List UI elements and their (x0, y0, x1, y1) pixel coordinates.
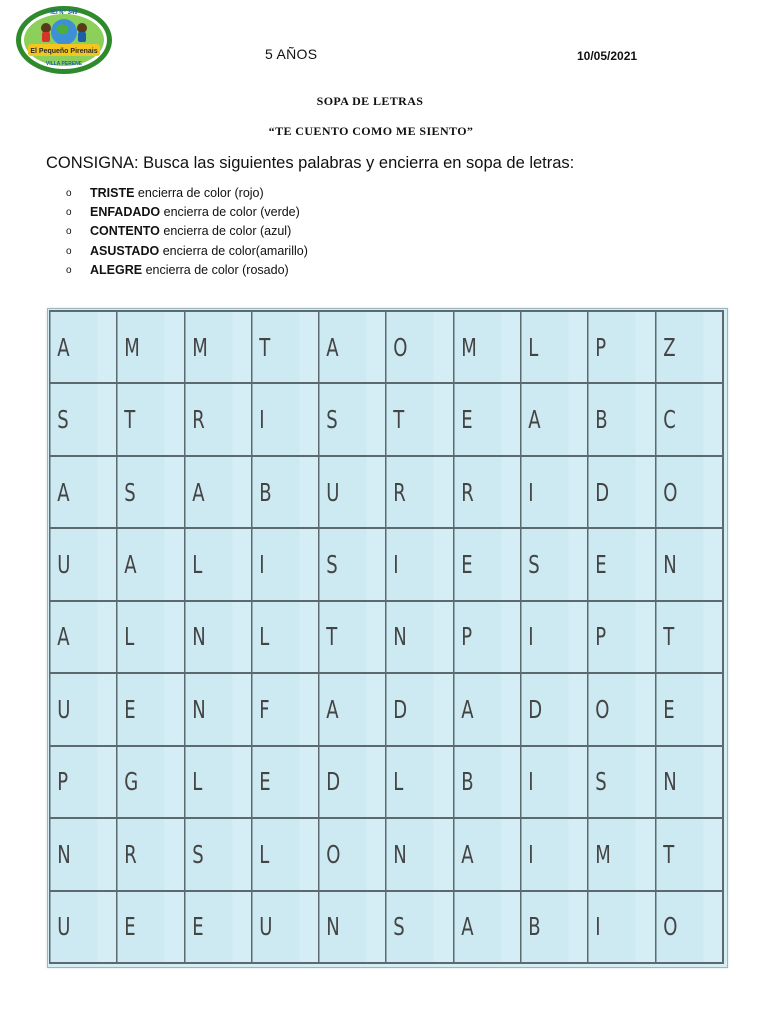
grid-letter: T (662, 622, 674, 652)
grid-cell[interactable] (454, 601, 502, 673)
grid-letter: A (57, 477, 70, 507)
grid-cell[interactable] (117, 528, 165, 600)
grid-row (50, 311, 723, 383)
list-item (66, 203, 308, 222)
grid-cell[interactable] (319, 601, 367, 673)
grid-cell[interactable] (588, 456, 636, 528)
grid-cell[interactable] (454, 456, 502, 528)
grid-letter: O (326, 839, 341, 869)
grid-letter: T (326, 622, 338, 652)
grid-cell[interactable] (252, 456, 300, 528)
grid-cell[interactable] (50, 818, 98, 890)
grid-letter: S (57, 405, 69, 435)
word-instruction: encierra de color (rojo) (134, 186, 264, 200)
grid-letter: S (326, 550, 338, 580)
grid-letter: T (124, 405, 136, 435)
grid-cell[interactable] (386, 891, 434, 964)
grid-letter: U (57, 912, 71, 942)
grid-cell[interactable] (117, 746, 165, 818)
grid-letter: D (528, 694, 543, 724)
grid-cell[interactable] (185, 456, 233, 528)
grid-cell[interactable] (521, 528, 569, 600)
grid-letter: P (460, 622, 472, 652)
grid-letter: N (393, 839, 408, 869)
grid-cell[interactable] (252, 311, 300, 383)
grid-letter: A (460, 694, 474, 724)
grid-letter: B (595, 405, 608, 435)
word-label: CONTENTO (90, 224, 160, 239)
word-label: ENFADADO (90, 205, 161, 220)
grid-letter: L (259, 622, 270, 652)
grid-cell[interactable] (656, 891, 704, 964)
grid-cell[interactable] (454, 746, 502, 818)
grid-cell[interactable] (185, 891, 233, 964)
grid-cell[interactable] (454, 311, 502, 383)
list-item (66, 242, 308, 261)
grid-cell[interactable] (319, 383, 367, 455)
grid-row (50, 891, 723, 964)
grid-letter: L (191, 550, 202, 580)
grid-cell[interactable] (252, 891, 300, 964)
grid-letter: I (259, 405, 265, 435)
grid-cell[interactable] (656, 601, 704, 673)
grid-cell[interactable] (386, 528, 434, 600)
grid-letter: A (57, 622, 70, 652)
grid-cell[interactable] (656, 456, 704, 528)
grid-cell[interactable] (588, 818, 636, 890)
grid-letter: A (124, 550, 137, 580)
grid-letter: M (595, 839, 612, 869)
grid-cell[interactable] (185, 601, 233, 673)
grid-cell[interactable] (252, 528, 300, 600)
grid-row (50, 818, 723, 890)
word-instruction: encierra de color (azul) (159, 224, 292, 239)
grid-cell[interactable] (185, 383, 233, 455)
grid-cell[interactable] (117, 673, 165, 745)
list-item (66, 261, 308, 280)
grid-cell[interactable] (386, 383, 434, 455)
grid-letter: D (393, 694, 408, 724)
grid-letter: B (259, 477, 272, 507)
grid-cell[interactable] (588, 528, 636, 600)
grid-cell[interactable] (252, 673, 300, 745)
grid-letter: L (191, 767, 202, 797)
grid-letter: O (662, 912, 678, 942)
grid-cell[interactable] (185, 311, 233, 383)
grid-letter: L (124, 622, 135, 652)
grid-cell[interactable] (521, 311, 569, 383)
grid-cell[interactable] (386, 673, 434, 745)
grid-cell[interactable] (656, 673, 704, 745)
grid-letter: N (57, 839, 71, 869)
grid-letter: I (528, 839, 534, 869)
grid-letter: F (259, 694, 270, 724)
grid-letter: N (191, 694, 206, 724)
grid-letter: M (191, 332, 208, 362)
grid-letter: N (191, 622, 206, 652)
bullet-icon: o (66, 245, 72, 257)
grid-cell[interactable] (50, 601, 98, 673)
grid-cell[interactable] (588, 383, 636, 455)
grid-cell[interactable] (521, 818, 569, 890)
grid-cell[interactable] (117, 311, 165, 383)
grid-cell[interactable] (588, 601, 636, 673)
grid-letter: I (393, 550, 399, 580)
grid-cell[interactable] (319, 311, 367, 383)
grid-cell[interactable] (521, 601, 569, 673)
grid-cell[interactable] (454, 528, 502, 600)
grid-letter: E (662, 694, 675, 724)
grid-letter: N (662, 767, 677, 797)
grid-cell[interactable] (50, 891, 98, 964)
word-instruction: encierra de color (rosado) (142, 262, 289, 277)
grid-letter: G (124, 767, 139, 797)
grid-letter: A (326, 694, 339, 724)
word-instruction: encierra de color(amarillo) (159, 243, 308, 258)
grid-cell[interactable] (454, 383, 502, 455)
grid-letter: A (191, 477, 205, 507)
grid-letter: D (326, 767, 341, 797)
grid-cell[interactable] (117, 456, 165, 528)
word-list (66, 184, 308, 280)
page-subtitle: “TE CUENTO COMO ME SIENTO” (268, 124, 474, 138)
grid-letter: O (393, 332, 408, 362)
grid-letter: I (528, 767, 534, 797)
list-item (66, 184, 308, 203)
grid-letter: E (124, 694, 136, 724)
grid-letter: C (662, 405, 676, 435)
grid-cell[interactable] (50, 746, 98, 818)
grid-letter: S (595, 767, 608, 797)
grid-cell[interactable] (252, 383, 300, 455)
word-label: ALEGRE (90, 262, 143, 277)
grid-letter: M (460, 332, 477, 362)
logo-top-text: IEI N° 349 (50, 10, 78, 16)
grid-letter: S (124, 477, 136, 507)
grid-cell[interactable] (454, 673, 502, 745)
grid-cell[interactable] (50, 528, 98, 600)
word-search-grid (49, 310, 724, 964)
grid-letter: E (460, 550, 473, 580)
grid-cell[interactable] (656, 746, 704, 818)
grid-letter: B (460, 767, 474, 797)
logo-bottom-text: VILLA PERENE (45, 61, 83, 67)
grid-cell[interactable] (185, 673, 233, 745)
grid-letter: U (57, 550, 71, 580)
grid-cell[interactable] (117, 383, 165, 455)
grid-cell[interactable] (319, 746, 367, 818)
grid-letter: N (393, 622, 408, 652)
grid-cell[interactable] (50, 311, 98, 383)
grid-letter: N (662, 550, 677, 580)
grid-letter: I (595, 912, 601, 942)
grid-letter: S (528, 550, 540, 580)
grid-letter: I (528, 622, 534, 652)
grid-letter: L (259, 839, 270, 869)
grid-letter: E (460, 405, 473, 435)
grid-row (50, 383, 723, 455)
grid-letter: T (259, 332, 271, 362)
grid-cell[interactable] (656, 528, 704, 600)
grid-cell[interactable] (386, 311, 434, 383)
grid-letter: U (259, 912, 273, 942)
grid-letter: R (393, 477, 407, 507)
grid-cell[interactable] (521, 456, 569, 528)
word-label: ASUSTADO (90, 243, 160, 258)
grid-cell[interactable] (588, 311, 636, 383)
grid-letter: A (57, 332, 70, 362)
grid-cell[interactable] (319, 528, 367, 600)
grid-letter: P (595, 622, 607, 652)
grid-letter: E (124, 912, 136, 942)
grid-letter: A (460, 912, 474, 942)
grid-letter: R (460, 477, 474, 507)
grid-letter: S (393, 912, 406, 942)
grid-cell[interactable] (521, 383, 569, 455)
grid-cell[interactable] (185, 528, 233, 600)
grid-letter: L (528, 332, 539, 362)
grid-letter: R (191, 405, 205, 435)
grid-cell[interactable] (656, 818, 704, 890)
word-instruction: encierra de color (verde) (160, 205, 300, 220)
bullet-icon: o (66, 188, 72, 199)
page-title: SOPA DE LETRAS (316, 94, 424, 108)
grid-cell[interactable] (252, 746, 300, 818)
grid-cell[interactable] (656, 383, 704, 455)
grid-letter: E (259, 767, 271, 797)
grid-cell[interactable] (252, 818, 300, 890)
grid-cell[interactable] (588, 746, 636, 818)
grid-cell[interactable] (185, 746, 233, 818)
grid-cell[interactable] (319, 891, 367, 964)
grid-cell[interactable] (319, 673, 367, 745)
grid-letter: P (57, 767, 69, 797)
grid-cell[interactable] (386, 746, 434, 818)
grid-letter: I (528, 477, 534, 507)
bullet-icon: o (66, 264, 72, 276)
grid-cell[interactable] (319, 818, 367, 890)
grid-letter: P (595, 332, 607, 362)
grid-cell[interactable] (521, 746, 569, 818)
grid-cell[interactable] (656, 311, 704, 383)
grid-cell[interactable] (117, 601, 165, 673)
grid-letter: T (662, 839, 674, 869)
grid-letter: I (259, 550, 265, 580)
grid-cell[interactable] (117, 818, 165, 890)
school-logo-emblem (14, 2, 114, 76)
grid-cell[interactable] (386, 456, 434, 528)
word-label: TRISTE (90, 186, 135, 200)
date-label: 10/05/2021 (577, 49, 638, 63)
grid-cell[interactable] (454, 891, 502, 964)
grid-letter: R (124, 839, 138, 869)
grid-cell[interactable] (521, 891, 569, 964)
grid-letter: T (393, 405, 405, 435)
grid-letter: A (528, 405, 541, 435)
grid-row (50, 601, 723, 673)
bullet-icon: o (66, 207, 72, 219)
instruction-text: CONSIGNA: Busca las siguientes palabras y encierra en sopa de letras: (46, 154, 575, 172)
grid-letter: M (124, 332, 141, 362)
grid-letter: D (595, 477, 610, 507)
grid-letter: O (662, 477, 678, 507)
logo-name: El Pequeño Pirenais (30, 48, 98, 55)
bullet-icon: o (66, 226, 72, 238)
grid-letter: Z (662, 332, 676, 362)
grid-letter: B (528, 912, 541, 942)
grid-row (50, 746, 723, 818)
grid-row (50, 673, 723, 745)
grid-cell[interactable] (454, 818, 502, 890)
grid-letter: S (326, 405, 338, 435)
grid-letter: U (326, 477, 340, 507)
grid-cell[interactable] (117, 891, 165, 964)
grid-cell[interactable] (386, 818, 434, 890)
grade-label: 5 AÑOS (265, 46, 318, 62)
grid-letter: L (393, 767, 404, 797)
list-item (66, 222, 308, 241)
grid-letter: A (460, 839, 474, 869)
grid-cell[interactable] (521, 673, 569, 745)
school-logo (14, 2, 114, 76)
grid-cell[interactable] (185, 818, 233, 890)
grid-cell[interactable] (588, 673, 636, 745)
grid-letter: N (326, 912, 340, 942)
grid-letter: O (595, 694, 610, 724)
grid-cell[interactable] (588, 891, 636, 964)
grid-cell[interactable] (319, 456, 367, 528)
grid-row (50, 456, 723, 528)
grid-cell[interactable] (252, 601, 300, 673)
grid-cell[interactable] (50, 456, 98, 528)
grid-letter: A (326, 332, 339, 362)
grid-row (50, 528, 723, 600)
grid-letter: E (595, 550, 607, 580)
grid-letter: E (191, 912, 204, 942)
grid-letter: U (57, 694, 71, 724)
grid-cell[interactable] (50, 383, 98, 455)
grid-cell[interactable] (50, 673, 98, 745)
grid-letter: S (191, 839, 204, 869)
grid-cell[interactable] (386, 601, 434, 673)
